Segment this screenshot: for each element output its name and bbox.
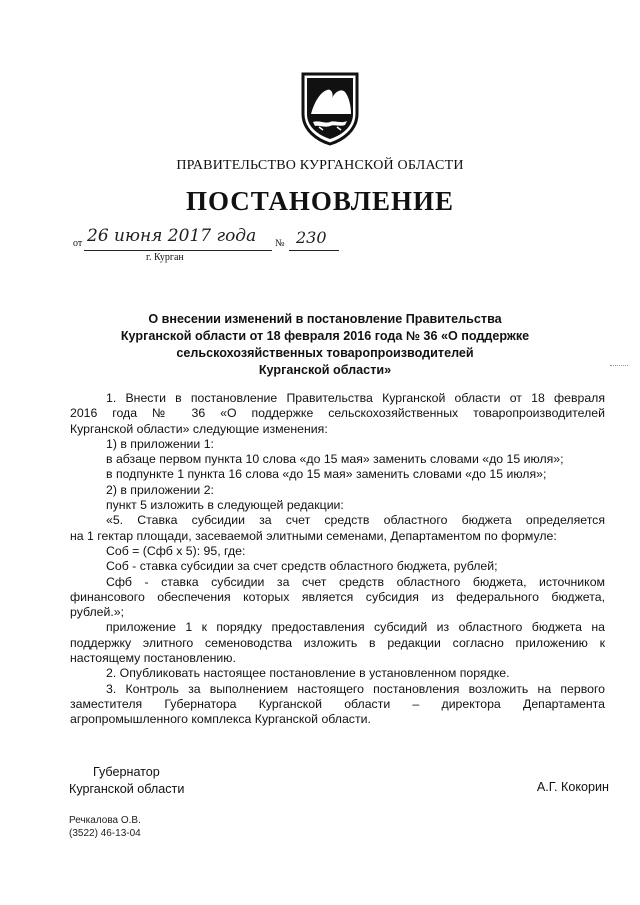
document-title: ПОСТАНОВЛЕНИЕ xyxy=(185,186,455,216)
margin-mark xyxy=(610,365,628,368)
contact-phone: (3522) 46-13-04 xyxy=(69,828,141,839)
kurgan-coat-of-arms-icon xyxy=(299,70,361,146)
contact-block xyxy=(69,814,141,840)
signer-title-line: Губернатор xyxy=(93,765,160,779)
document-subject xyxy=(90,311,560,379)
body-line: агропромышленного комплекса Курганской области. xyxy=(70,712,371,727)
city: г. Курган xyxy=(146,252,184,263)
number-prefix: № xyxy=(275,238,285,249)
body-line: 2. Опубликовать настоящее постановление в установленном порядке. xyxy=(106,666,510,681)
date-underline xyxy=(84,250,272,251)
body-line: настоящему постановлению. xyxy=(70,651,236,666)
body-line: в абзаце первом пункта 10 слова «до 15 мая» заменить словами «до 15 июля»; xyxy=(106,452,564,467)
body-line: 2) в приложении 2: xyxy=(106,482,214,497)
body-line: поддержку элитного семеноводства изложить в редакции согласно приложению к xyxy=(70,635,605,650)
number-underline xyxy=(289,250,339,251)
body-line: приложение 1 к порядку предоставления субсидий из областного бюджета на xyxy=(106,620,605,635)
document-body xyxy=(70,391,605,728)
body-line: Соб - ставка субсидии за счет средств областного бюджета, рублей; xyxy=(106,559,498,574)
signer-name: А.Г. Кокорин xyxy=(536,780,609,794)
body-line: финансового обеспечения которых является субсидия из федерального бюджета, xyxy=(70,589,605,604)
body-line: «5. Ставка субсидии за счет средств областного бюджета определяется xyxy=(106,513,605,528)
subject-line: Курганской области» xyxy=(258,363,392,377)
body-line: заместителя Губернатора Курганской области – директора Департамента xyxy=(70,696,605,711)
body-line: Сфб - ставка субсидии за счет средств областного бюджета, источником xyxy=(106,574,605,589)
date-prefix: от xyxy=(73,238,83,249)
body-line: 2016 года № 36 «О поддержке сельскохозяйственных товаропроизводителей xyxy=(70,406,605,421)
handwritten-date: 26 июня 2017 года xyxy=(87,226,257,246)
government-name: ПРАВИТЕЛЬСТВО КУРГАНСКОЙ ОБЛАСТИ xyxy=(176,158,464,173)
body-line: пункт 5 изложить в следующей редакции: xyxy=(106,498,344,513)
body-line: Курганской области» следующие изменения: xyxy=(70,421,328,436)
body-line: 1) в приложении 1: xyxy=(106,436,214,451)
body-line: 1. Внести в постановление Правительства Курганской области от 18 февраля xyxy=(106,391,605,405)
body-line: на 1 гектар площади, засеваемой элитными семенами, Департаментом по формуле: xyxy=(70,528,557,543)
subject-line: О внесении изменений в постановление Правительства xyxy=(148,312,502,326)
signer-title xyxy=(69,764,184,798)
body-line: Соб = (Сфб х 5): 95, где: xyxy=(106,543,246,558)
subject-line: сельскохозяйственных товаропроизводителей xyxy=(176,346,474,360)
body-line: 3. Контроль за выполнением настоящего постановления возложить на первого xyxy=(106,681,605,696)
contact-person: Речкалова О.В. xyxy=(69,815,141,826)
body-line: в подпункте 1 пункта 16 слова «до 15 мая» заменить словами «до 15 июля»; xyxy=(106,467,547,482)
subject-line: Курганской области от 18 февраля 2016 года № 36 «О поддержке xyxy=(120,329,530,343)
body-line: рублей.»; xyxy=(70,605,125,620)
signer-title-line: Курганской области xyxy=(69,782,185,796)
handwritten-number: 230 xyxy=(296,228,327,247)
